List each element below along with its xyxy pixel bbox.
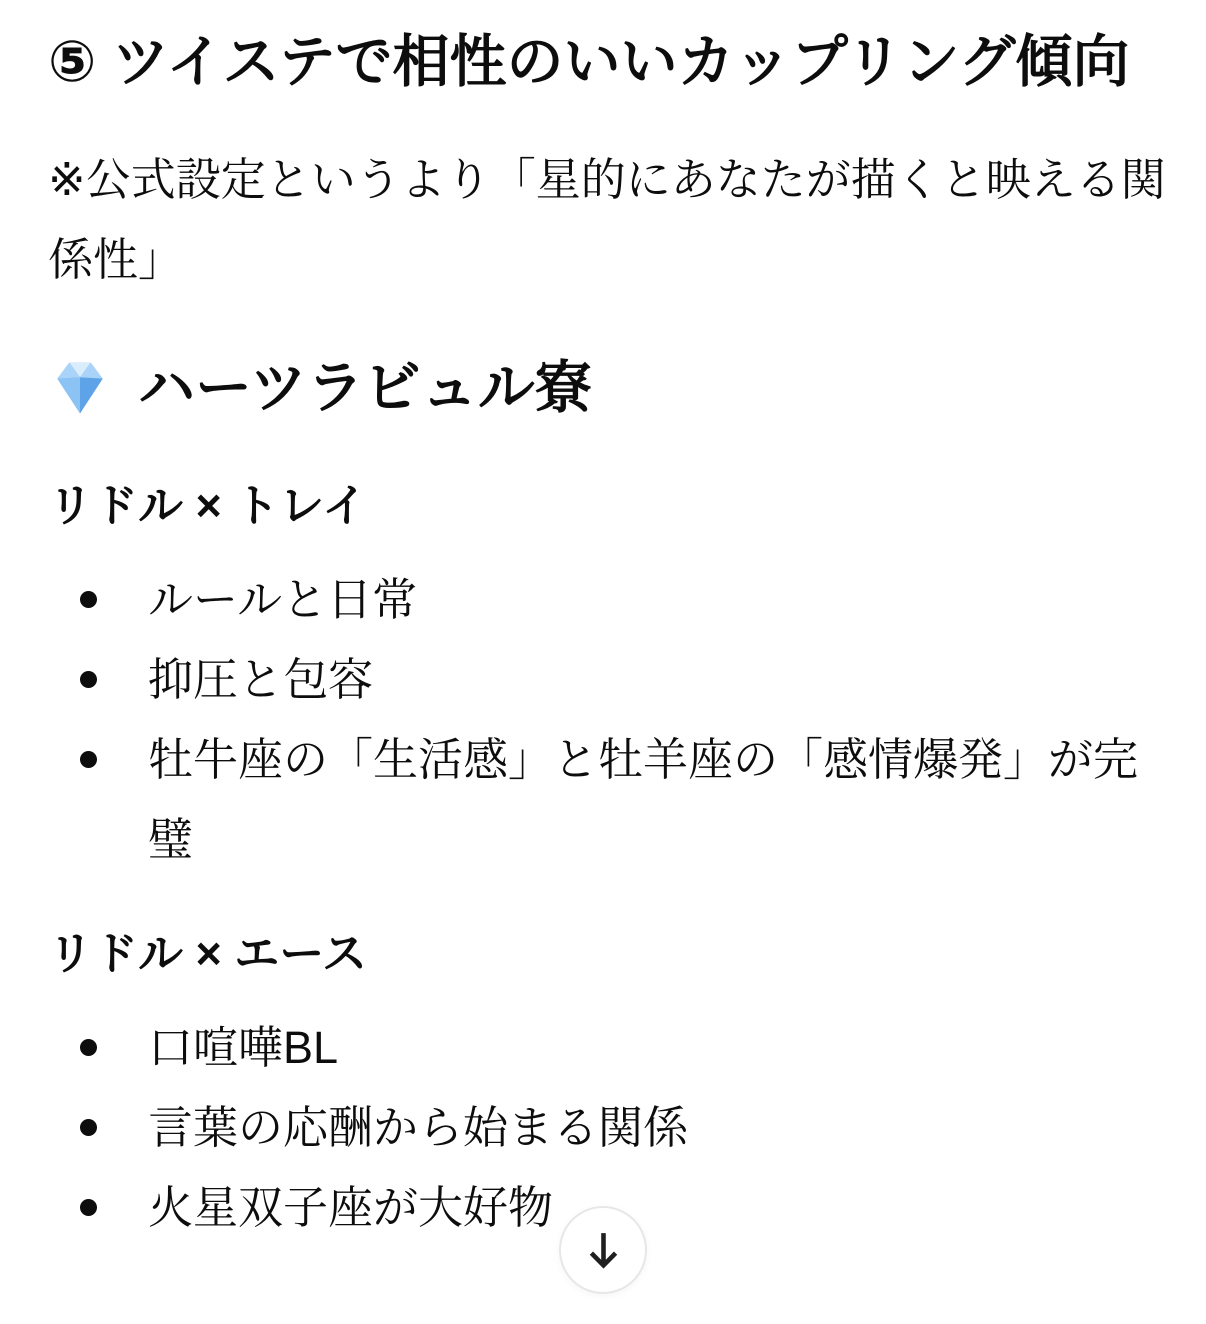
- section-heading: [48, 352, 1178, 424]
- bullet-point: ルールと日常: [148, 560, 1178, 640]
- pairing-points-riddle-trey: [48, 560, 1178, 880]
- note-paragraph: ※公式設定というより「星的にあなたが描くと映える関係性」: [48, 154, 1166, 285]
- chat-view: [0, 26, 1206, 1324]
- down-arrow-icon: [585, 1228, 622, 1272]
- section-title: ハーツラビュル寮: [138, 356, 592, 420]
- bullet-point: 抑圧と包容: [148, 640, 1178, 720]
- assistant-message: [0, 26, 1206, 1248]
- pairing-title-riddle-trey: リドル × トレイ: [48, 480, 368, 531]
- bullet-point: 口喧嘩BL: [148, 1008, 1178, 1088]
- message-heading: ⑤ ツイステで相性のいいカップリング傾向: [48, 30, 1130, 94]
- bullet-point: 火星双子座が大好物: [148, 1168, 1178, 1248]
- bullet-point: 言葉の応酬から始まる関係: [148, 1088, 1178, 1168]
- gem-icon: [48, 356, 112, 420]
- scroll-to-bottom-button[interactable]: [559, 1206, 647, 1294]
- bullet-point: 牡牛座の「生活感」と牡羊座の「感情爆発」が完璧: [148, 720, 1178, 880]
- pairing-title-riddle-ace: リドル × エース: [48, 928, 368, 979]
